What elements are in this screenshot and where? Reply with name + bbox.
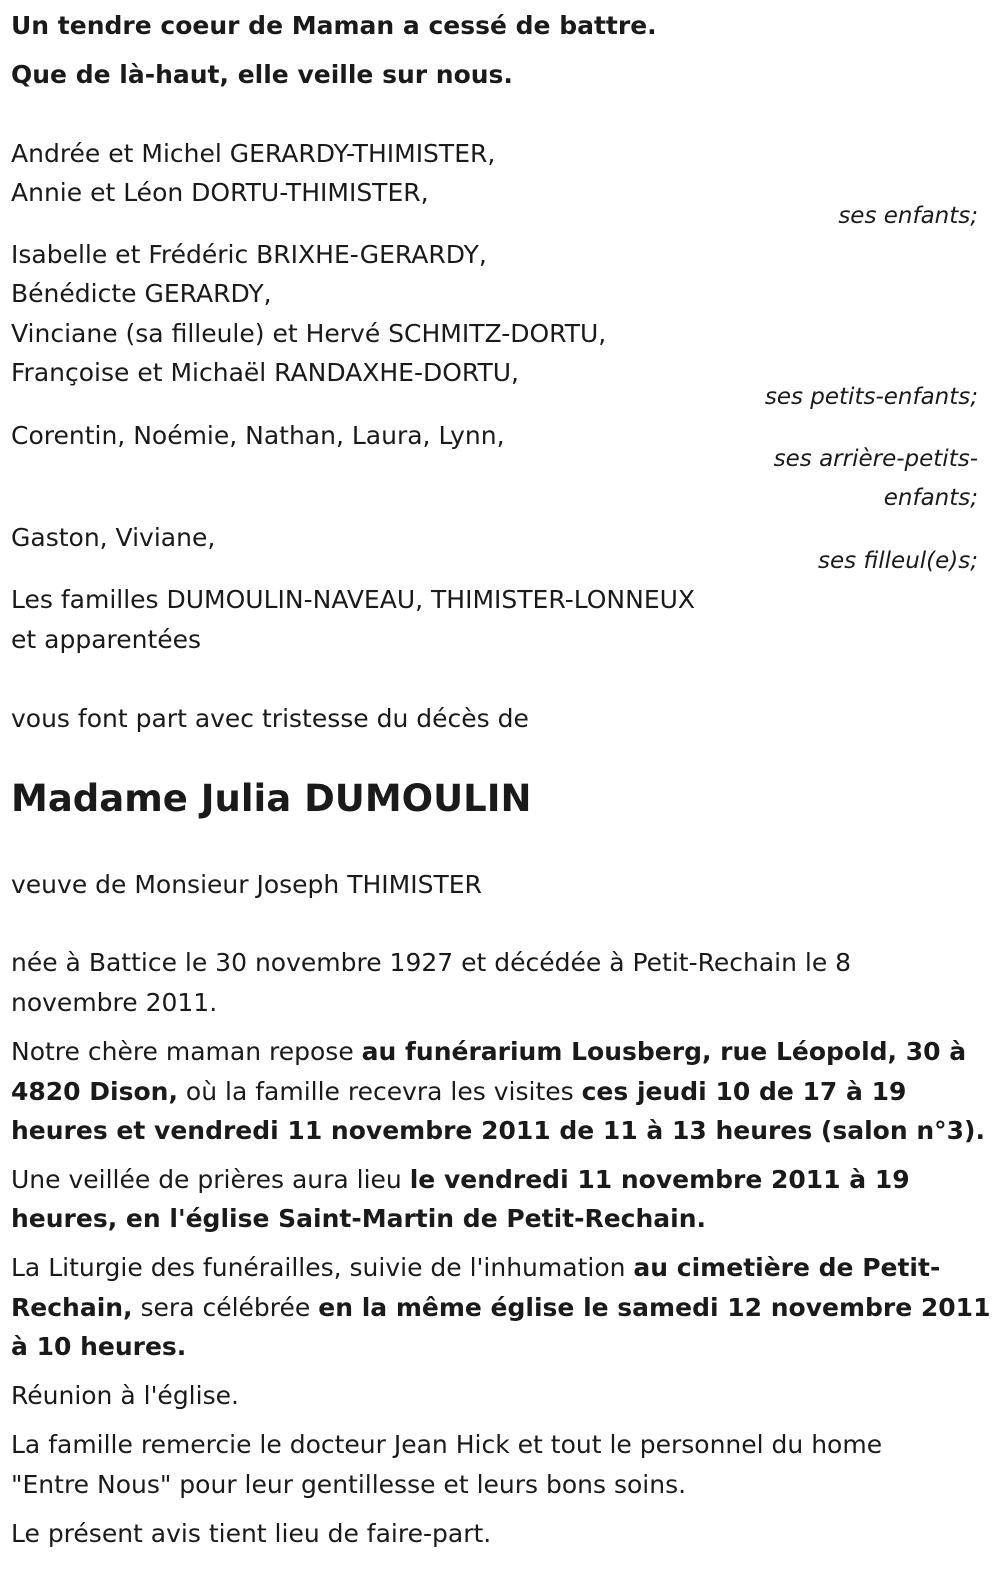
birth-death-line-1: née à Battice le 30 novembre 1927 et décédée à Petit-Rechain le 8	[11, 948, 852, 977]
families-line-1: Les familles DUMOULIN-NAVEAU, THIMISTER-LONNEUX	[11, 585, 696, 614]
header-line-2: Que de là-haut, elle veille sur nous.	[11, 60, 513, 89]
children-line-1: Andrée et Michel GERARDY-THIMISTER,	[11, 139, 496, 168]
liturgy-celebrated: sera célébrée	[132, 1293, 319, 1322]
deceased-name: Madame Julia DUMOULIN	[11, 777, 532, 820]
godchildren-label: ses filleul(e)s;	[817, 548, 978, 574]
children-label: ses enfants;	[838, 203, 978, 229]
cemetery-1: au cimetière de Petit-	[633, 1253, 941, 1282]
announce: vous font part avec tristesse du décès de	[11, 704, 529, 733]
great-grandchildren-label-2: enfants;	[883, 485, 978, 511]
thanks-line-2: "Entre Nous" pour leur gentillesse et leurs bons soins.	[11, 1470, 687, 1499]
liturgy-date-2: à 10 heures.	[11, 1332, 187, 1361]
families-line-2: et apparentées	[11, 625, 202, 654]
birth-death-line-2: novembre 2011.	[11, 988, 218, 1017]
grandchildren-line-1: Isabelle et Frédéric BRIXHE-GERARDY,	[11, 240, 487, 269]
cemetery-2: Rechain,	[11, 1293, 133, 1322]
grandchildren-line-3: Vinciane (sa filleule) et Hervé SCHMITZ-DORTU,	[11, 319, 607, 348]
header-line-1: Un tendre coeur de Maman a cessé de battre.	[11, 11, 657, 40]
liturgy-line-1	[11, 1248, 940, 1287]
closing-note: Le présent avis tient lieu de faire-part.	[11, 1519, 492, 1548]
vigil-line-1	[11, 1160, 910, 1199]
funeral-home-city: 4820 Dison,	[11, 1077, 178, 1106]
widow-line: veuve de Monsieur Joseph THIMISTER	[11, 870, 482, 899]
funeral-home-address: au funérarium Lousberg, rue Léopold, 30 à	[361, 1037, 967, 1066]
grandchildren-line-2: Bénédicte GERARDY,	[11, 279, 272, 308]
vigil-intro: Une veillée de prières aura lieu	[11, 1165, 410, 1194]
meeting-note: Réunion à l'église.	[11, 1381, 239, 1410]
liturgy-intro: La Liturgie des funérailles, suivie de l'inhumation	[11, 1253, 634, 1282]
visits-times-2: heures et vendredi 11 novembre 2011 de 11 à 13 heures (salon n°3).	[11, 1116, 985, 1145]
great-grandchildren: Corentin, Noémie, Nathan, Laura, Lynn,	[11, 421, 505, 450]
vigil-place: heures, en l'église Saint-Martin de Petit-Rechain.	[11, 1204, 707, 1233]
great-grandchildren-label-1: ses arrière-petits-	[773, 446, 978, 472]
repose-line-1	[11, 1032, 966, 1071]
repose-intro: Notre chère maman repose	[11, 1037, 362, 1066]
grandchildren-line-4: Françoise et Michaël RANDAXHE-DORTU,	[11, 358, 519, 387]
repose-line-2	[11, 1072, 906, 1111]
godchildren: Gaston, Viviane,	[11, 523, 216, 552]
visits-intro: où la famille recevra les visites	[177, 1077, 582, 1106]
visits-times-1: ces jeudi 10 de 17 à 19	[581, 1077, 907, 1106]
liturgy-line-2	[11, 1288, 990, 1327]
liturgy-date-1: en la même église le samedi 12 novembre 2011	[318, 1293, 991, 1322]
children-line-2: Annie et Léon DORTU-THIMISTER,	[11, 178, 429, 207]
thanks-line-1: La famille remercie le docteur Jean Hick et tout le personnel du home	[11, 1430, 883, 1459]
vigil-date: le vendredi 11 novembre 2011 à 19	[409, 1165, 910, 1194]
grandchildren-label: ses petits-enfants;	[764, 384, 978, 410]
